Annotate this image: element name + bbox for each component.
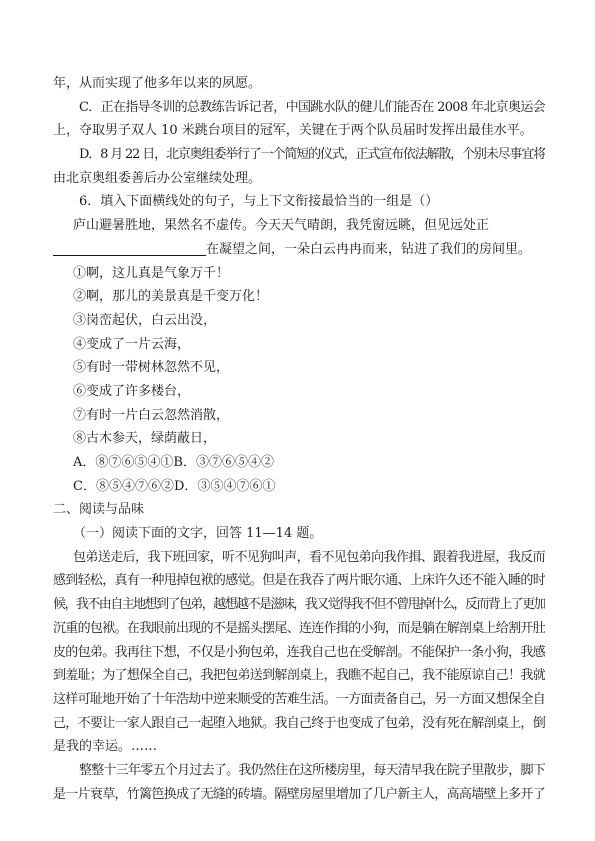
text-line: 由北京奥组委善后办公室继续处理。 <box>53 170 262 186</box>
choice-item: ⑥变成了许多楼台， <box>73 383 191 399</box>
reading-passage-line: 整整十三年零五个月过去了。我仍然住在这所楼房里，每天清早我在院子里散步，脚下 <box>79 762 545 778</box>
choice-item: ①啊，这儿真是气象万千！ <box>73 265 230 281</box>
text-line: 上，夺取男子双人 10 米跳台项目的冠军，关键在于两个队员届时发挥出最佳水平。 <box>53 123 533 139</box>
choice-item: ⑧古木参天，绿荫蔽日， <box>73 431 217 447</box>
choice-item: ③岗峦起伏，白云出没， <box>73 312 217 328</box>
reading-passage-line: 候，我不由自主地想到了包弟，越想越不是滋味，我又觉得我不但不曾甩掉什么，反而背上了更加 <box>53 597 545 613</box>
reading-passage-line: 是我的幸运。…… <box>53 739 158 755</box>
passage-line: 庐山避暑胜地，果然名不虚传。今天天气晴朗，我凭窗远眺，但见远处正 <box>73 218 490 234</box>
section-heading: 二、阅读与品味 <box>53 502 145 518</box>
choice-item: ⑤有时一带树林忽然不见， <box>73 360 230 376</box>
passage-line-with-blank <box>53 238 545 262</box>
question-6-stem: 6．填入下面横线处的句子，与上下文衔接最恰当的一组是（） <box>79 194 439 210</box>
reading-passage-line: 到羞耻；为了想保全自己，我把包弟送到解剖桌上，我瞧不起自己，我不能原谅自己！我就 <box>53 668 545 684</box>
answer-options-cd: C．⑧⑤④⑦⑥②D．③⑤④⑦⑥① <box>73 478 276 494</box>
choice-item: ④变成了一片云海， <box>73 336 191 352</box>
reading-instruction: （一）阅读下面的文字，回答 11—14 题。 <box>73 526 323 542</box>
reading-passage-line: 感到轻松，真有一种甩掉包袱的感觉。但是在我吞了两片眠尔通、上床许久还不能入睡的时 <box>53 573 545 589</box>
reading-passage-line: 己，不要让一家人跟自己一起堕入地狱。我自己终于也变成了包弟，没有死在解剖桌上，倒 <box>53 715 545 731</box>
answer-options-ab: A．⑧⑦⑥⑤④①B．③⑦⑥⑤④② <box>73 455 274 470</box>
document-page <box>53 72 545 806</box>
reading-passage-line: 包弟送走后，我下班回家，听不见狗叫声，看不见包弟向我作揖、跟着我进屋，我反而 <box>73 549 545 565</box>
fill-in-blank <box>53 241 206 256</box>
reading-passage-line: 沉重的包袱。在我眼前出现的不是摇头摆尾、连连作揖的小狗，而是躺在解剖桌上给割开肚 <box>53 620 545 636</box>
passage-line: 在凝望之间，一朵白云冉冉而来，钻进了我们的房间里。 <box>206 241 532 257</box>
reading-passage-line: 是一片衰草，竹篱笆换成了无缝的砖墙。隔壁房屋里增加了几户新主人，高高墙壁上多开了 <box>53 786 545 802</box>
option-d-text: D．8 月 22 日，北京奥组委举行了一个简短的仪式，正式宣布依法解散，个别未尽事宜将 <box>79 147 545 163</box>
choice-item: ②啊，那儿的美景真是千变万化！ <box>73 289 269 305</box>
reading-passage-line: 皮的包弟。我再往下想，不仅是小狗包弟，连我自己也在受解剖。不能保护一条小狗，我感 <box>53 644 545 660</box>
option-c-text: C．正在指导冬训的总教练告诉记者，中国跳水队的健儿们能否在 2008 年北京奥运会 <box>79 99 545 115</box>
reading-passage-line: 这样可耻地开始了十年浩劫中逆来顺受的苦难生活。一方面责备自己，另一方面又想保全自 <box>53 691 545 707</box>
text-line: 年，从而实现了他多年以来的夙愿。 <box>53 76 262 91</box>
choice-item: ⑦有时一片白云忽然消散， <box>73 407 230 423</box>
